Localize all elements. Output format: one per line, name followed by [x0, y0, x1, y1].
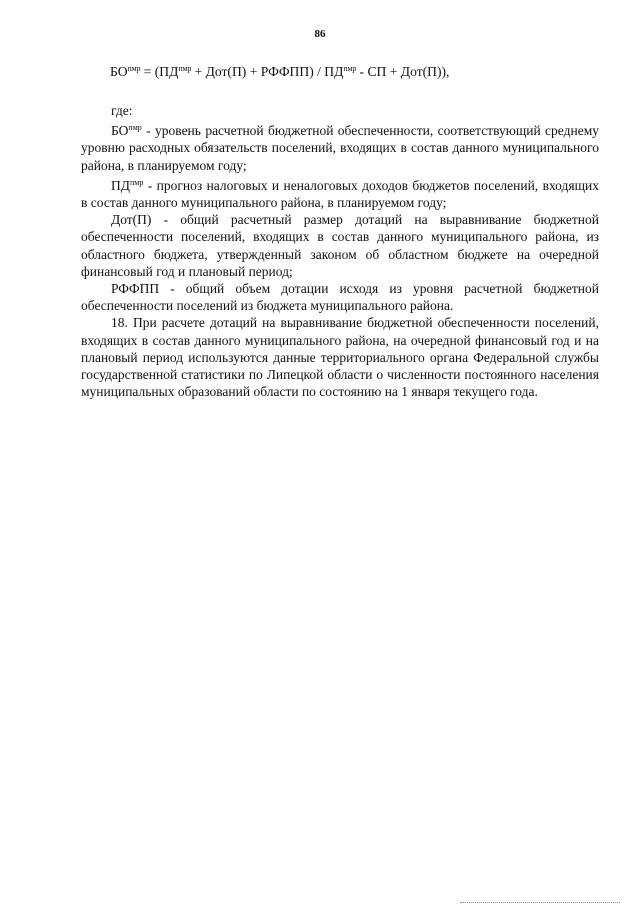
definition-text: - общий объем дотации исходя из уровня расчетной бюджетной обеспеченности поселений из бюджета муниципального района. — [81, 281, 599, 314]
formula-sup: пмр — [127, 64, 141, 73]
definition-text: - общий расчетный размер дотаций на выравнивание бюджетной обеспеченности поселений, входящих в состав данного муниципального района, из областного бюджета, утвержденный законом об областном бюджете на очередной финансовый год и плановый период; — [81, 212, 599, 279]
definition-dot — [81, 211, 599, 280]
paragraph-18: 18. При расчете дотаций на выравнивание бюджетной обеспеченности поселений, входящих в состав данного муниципального района, на очередной финансовый год и на плановый период используются данные территориального органа Федеральной службы государственной статистики по Липецкой области о численности постоянного населения муниципальных образований области по состоянию на 1 января текущего года. — [81, 315, 599, 400]
page-number: 86 — [314, 28, 326, 40]
definition-term: $ПД^{пмр}$ — [111, 177, 144, 193]
definition-rffpp — [81, 280, 599, 314]
formula-sup: пмр — [343, 64, 357, 73]
formula-part2: + Дот(П) + РФФПП) / ПД — [191, 64, 344, 79]
definition-term: РФФПП — [111, 281, 160, 297]
body-text — [81, 102, 599, 400]
definition-text: - уровень расчетной бюджетной обеспеченности, соответствующий среднему уровню расходных обязательств поселений, входящих в состав данного муниципального района, в планируемом году; — [81, 123, 599, 173]
definition-term: Дот(П) — [111, 212, 152, 228]
definition-pd — [81, 174, 599, 211]
definition-bo — [81, 119, 599, 174]
formula-part3: - СП + Дот(П)), — [356, 64, 450, 79]
formula-sup: пмр — [178, 64, 192, 73]
formula-bo: БО — [110, 64, 128, 79]
definition-term: $БО^{пмр}$ — [111, 123, 142, 139]
footer-line — [460, 902, 620, 903]
formula — [110, 64, 570, 80]
where-label: где: — [111, 103, 133, 118]
formula-part1: = (ПД — [140, 64, 179, 79]
definition-text: - прогноз налоговых и неналоговых доходов бюджетов поселений, входящих в состав данного муниципального района, в планируемом году; — [81, 177, 599, 211]
